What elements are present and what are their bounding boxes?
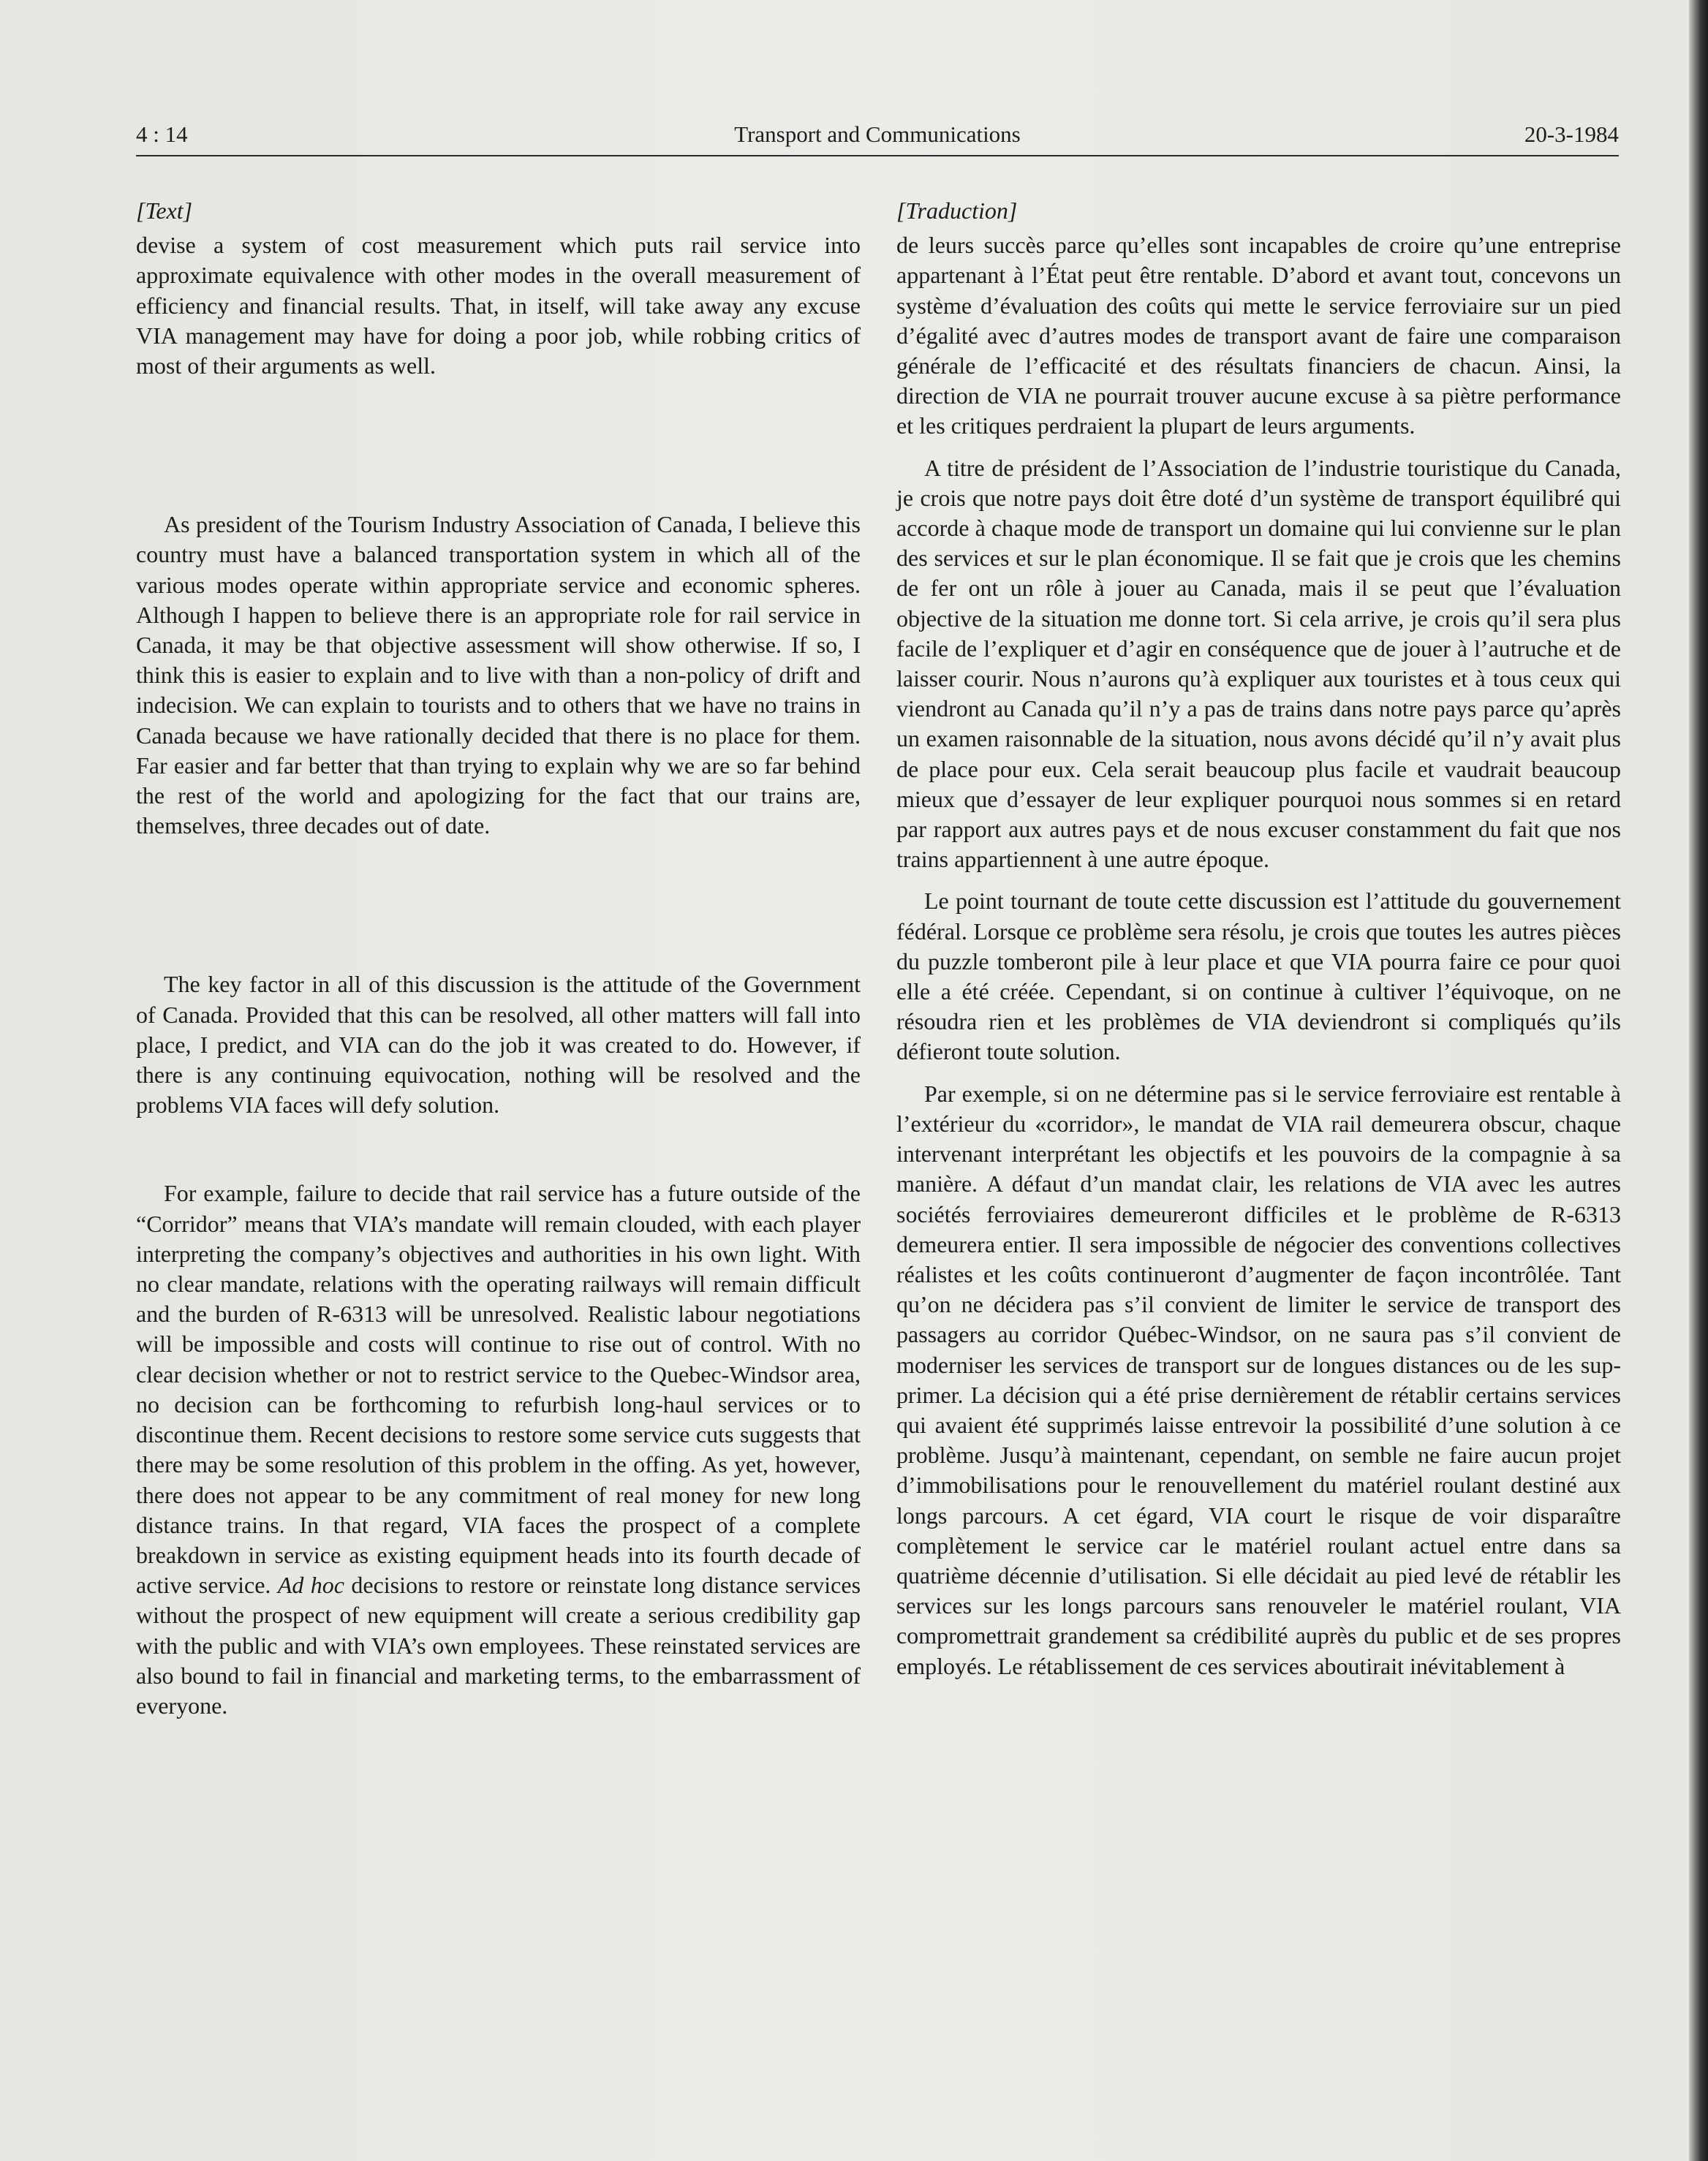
- paragraph-text: For example, failure to decide that rail service has a future outside of the “Corridor” means that VIA’s mandate will remain clouded, with each player interpreting the company’s objectives and authorities in his own light. With no clear mandate, relations with the operating railways will remain difficult and the burden of R-6313 will be unresolved. Realistic labour negotiations will be impossible and costs will continue to rise out of control. With no clear decision whether or not to restrict service to the Quebec-Windsor area, no decision can be forthcoming to refurbish long-haul services or to discontinue them. Recent decisions to restore some service cuts suggests that there may be some resolution of this problem in the offing. As yet, however, there does not appear to be any commitment of real money for new long distance trains. In that regard, VIA faces the prospect of a complete breakdown in service as existing equipment heads into its fourth decade of active service.: [136, 1180, 861, 1599]
- english-column: [136, 196, 861, 1721]
- italic-phrase: Ad hoc: [277, 1572, 344, 1599]
- running-title: Transport and Communications: [734, 121, 1021, 147]
- paragraph: Le point tournant de toute cette discussion est l’attitude du gouvernement fédéral. Lorsque ce problème sera résolu, je crois que toutes les autres pièces du puzzle tomberont pile à leur place et que VIA pourra faire ce pour quoi elle a été créée. Cependant, si on continue à cultiver l’équivoque, on ne résoudra rien et les problèmes de VIA deviendront si compliqués qu’ils défieront toute solution.: [896, 888, 1621, 1065]
- french-column: [896, 196, 1621, 1681]
- page-date: 20-3-1984: [1524, 121, 1619, 147]
- paragraph: [136, 1178, 861, 1721]
- header-rule: [136, 155, 1619, 156]
- paragraph: de leurs succès parce qu’elles sont incapables de croire qu’une entreprise appartenant à l’État peut être rentable. D’abord et avant tout, concevons un système d’évaluation des coûts qui mette le service ferroviaire sur un pied d’égalité avec d’autres modes de transport avant de faire une comparaison générale de l’efficacité et des résultats financiers de chacun. Ainsi, la direction de VIA ne pourrait trouver aucune excuse à sa piètre performance et les critiques perdraient la plupart de leurs arguments.: [896, 232, 1621, 439]
- paragraph: devise a system of cost measurement which puts rail service into approximate equivalence with other modes in the overall measurement of efficiency and financial results. That, in itself, will take away any excuse VIA management may have for doing a poor job, while robbing critics of most of their arguments as well.: [136, 232, 861, 379]
- paragraph: A titre de président de l’Association de l’industrie touristique du Canada, je crois que notre pays doit être doté d’un système de transport équilibré qui accorde à chaque mode de transport un domaine qui lui convienne sur le plan des services et sur le plan économique. Il se fait que je crois que les chemins de fer ont un rôle à jouer au Canada, mais il se peut que l’évaluation objective de la situation me donne tort. Si cela arrive, je crois qu’il sera plus facile de l’expliquer et d’agir en conséquence que de jouer à l’autruche et de laisser courir. Nous n’aurons qu’à expliquer aux touristes et à tous ceux qui viendront au Canada qu’il n’y a pas de trains dans notre pays parce qu’après un examen raisonnable de la situation, nous avons décidé qu’il n’y avait plus de place pour eux. Cela serait beaucoup plus facile et vaudrait beaucoup mieux que d’essayer de leur expliquer pourquoi nous sommes si en retard par rapport aux autres pays et de nous excuser constamment du fait que nos trains appartiennent à une autre époque.: [896, 454, 1621, 873]
- paragraph: The key factor in all of this discussion is the attitude of the Government of Canada. Provided that this can be resolved, all other matters will fall into place, I predict, and VIA can do the job it was created to do. However, if there is any continuing equivocation, nothing will be resolved and the problems VIA faces will defy solution.: [136, 971, 861, 1119]
- page-header: [136, 121, 1619, 155]
- paragraph: As president of the Tourism Industry Association of Canada, I believe this country must have a balanced transportation system in which all of the various modes operate within appropriate service and economic spheres. Although I happen to believe there is an appropriate role for rail service in Canada, it may be that objective assessment will show otherwise. If so, I think this is easier to explain and to live with than a non-policy of drift and indecision. We can explain to tourists and to others that we have no trains in Canada because we have rationally decided that there is no place for them. Far easier and far better that than trying to explain why we are so far behind the rest of the world and apologizing for the fact that our trains are, themselves, three decades out of date.: [136, 511, 861, 839]
- paragraph: Par exemple, si on ne détermine pas si le service ferroviaire est rentable à l’extérieur du «corridor», le mandat de VIA rail demeurera obscur, chaque intervenant interprétant les objectifs et les pouvoirs de la compagnie à sa manière. A défaut d’un mandat clair, les relations de VIA avec les autres sociétés ferroviaires demeureront difficiles et le problème de R-6313 demeurera entier. Il sera impossible de négocier des conventions collectives réalistes et les coûts continueront d’augmenter de façon incontrôlée. Tant qu’on ne décidera pas s’il convient de limiter le service de transport des passagers au corridor Québec-Windsor, on ne saura pas s’il convient de moderniser les services de transport sur de longues distances ou de les supprimer. La décision qui a été prise dernièrement de rétablir certains services qui avaient été supprimés laisse entrevoir la possibilité d’une solution à ce problème. Jusqu’à maintenant, cependant, on semble ne faire aucun projet d’immobilisations pour le renouvellement du matériel roulant destiné aux longs parcours. A cet égard, VIA court le risque de voir disparaître complètement le service car le matériel roulant actuel entre dans sa quatrième décennie d’utilisation. Si elle décidait au pied levé de rétablir les services sur les longs parcours sans renouveler le matériel roulant, VIA compromettrait grandement sa crédibilité auprès du public et de ses propres employés. Le rétablissement de ces services aboutirait inévitablement à: [896, 1080, 1621, 1679]
- page-binding-edge: [1689, 0, 1708, 2161]
- column-label-traduction: [Traduction]: [896, 197, 1018, 224]
- column-label-text: [Text]: [136, 197, 193, 224]
- paragraph-text: decisions to restore or reinstate long distance services without the prospect of new equipment will create a serious credibility gap with the public and with VIA’s own employees. These reinstated services are also bound to fail in financial and marketing terms, to the embarrassment of everyone.: [136, 1572, 861, 1719]
- page-number: 4 : 14: [136, 121, 188, 147]
